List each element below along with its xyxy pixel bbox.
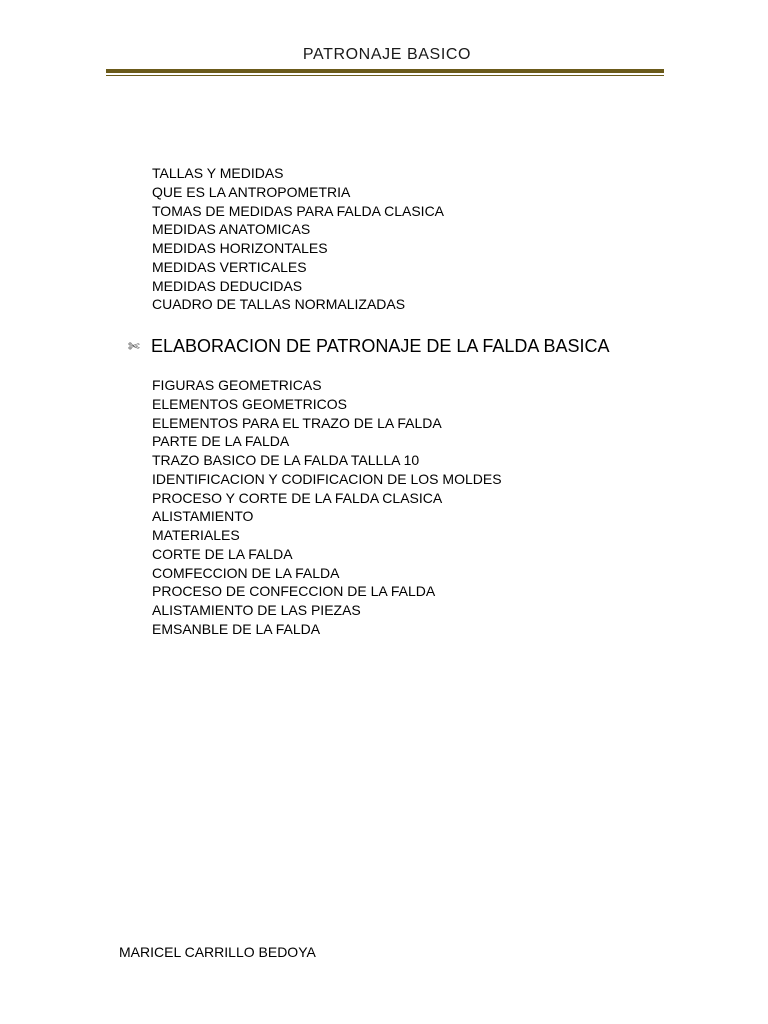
header-rule (106, 69, 664, 73)
list-item: MEDIDAS HORIZONTALES (152, 240, 328, 256)
list-item: TRAZO BASICO DE LA FALDA TALLLA 10 (152, 452, 420, 468)
list-item: MEDIDAS VERTICALES (152, 258, 307, 275)
page-header-title: PATRONAJE BASICO (302, 46, 472, 63)
list-item: MATERIALES (152, 527, 240, 543)
list-item: ELEMENTOS GEOMETRICOS (152, 395, 347, 412)
list-item: TALLAS Y MEDIDAS (152, 165, 284, 181)
list-item: COMFECCION DE LA FALDA (152, 564, 340, 581)
list-item: TOMAS DE MEDIDAS PARA FALDA CLASICA (152, 202, 445, 219)
list-item: ALISTAMIENTO DE LAS PIEZAS (152, 602, 361, 618)
scissors-icon: ✄ (128, 339, 140, 355)
list-item: CUADRO DE TALLAS NORMALIZADAS (152, 296, 406, 313)
list-item: EMSANBLE DE LA FALDA (152, 620, 321, 637)
section-heading-label: ELABORACION DE PATRONAJE DE LA FALDA BASICA (151, 335, 610, 356)
list-item: PARTE DE LA FALDA (152, 433, 290, 450)
list-item: PROCESO Y CORTE DE LA FALDA CLASICA (152, 489, 443, 506)
list-item: MEDIDAS DEDUCIDAS (152, 277, 303, 294)
list-item: MEDIDAS ANATOMICAS (152, 221, 311, 238)
topic-list-measurements (152, 164, 444, 314)
list-item: QUE ES LA ANTROPOMETRIA (152, 183, 351, 200)
header-rule-thin (106, 75, 664, 76)
list-item: PROCESO DE CONFECCION DE LA FALDA (152, 583, 436, 600)
list-item: ALISTAMIENTO (152, 508, 254, 525)
footer-author-name: MARICEL CARRILLO BEDOYA (119, 944, 316, 960)
list-item: IDENTIFICACION Y CODIFICACION DE LOS MOLDES (152, 470, 502, 487)
list-item: FIGURAS GEOMETRICAS (152, 377, 322, 393)
list-item: ELEMENTOS PARA EL TRAZO DE LA FALDA (152, 414, 442, 431)
topic-list-pattern-making (152, 376, 502, 639)
section-heading (128, 334, 609, 358)
list-item: CORTE DE LA FALDA (152, 545, 293, 562)
